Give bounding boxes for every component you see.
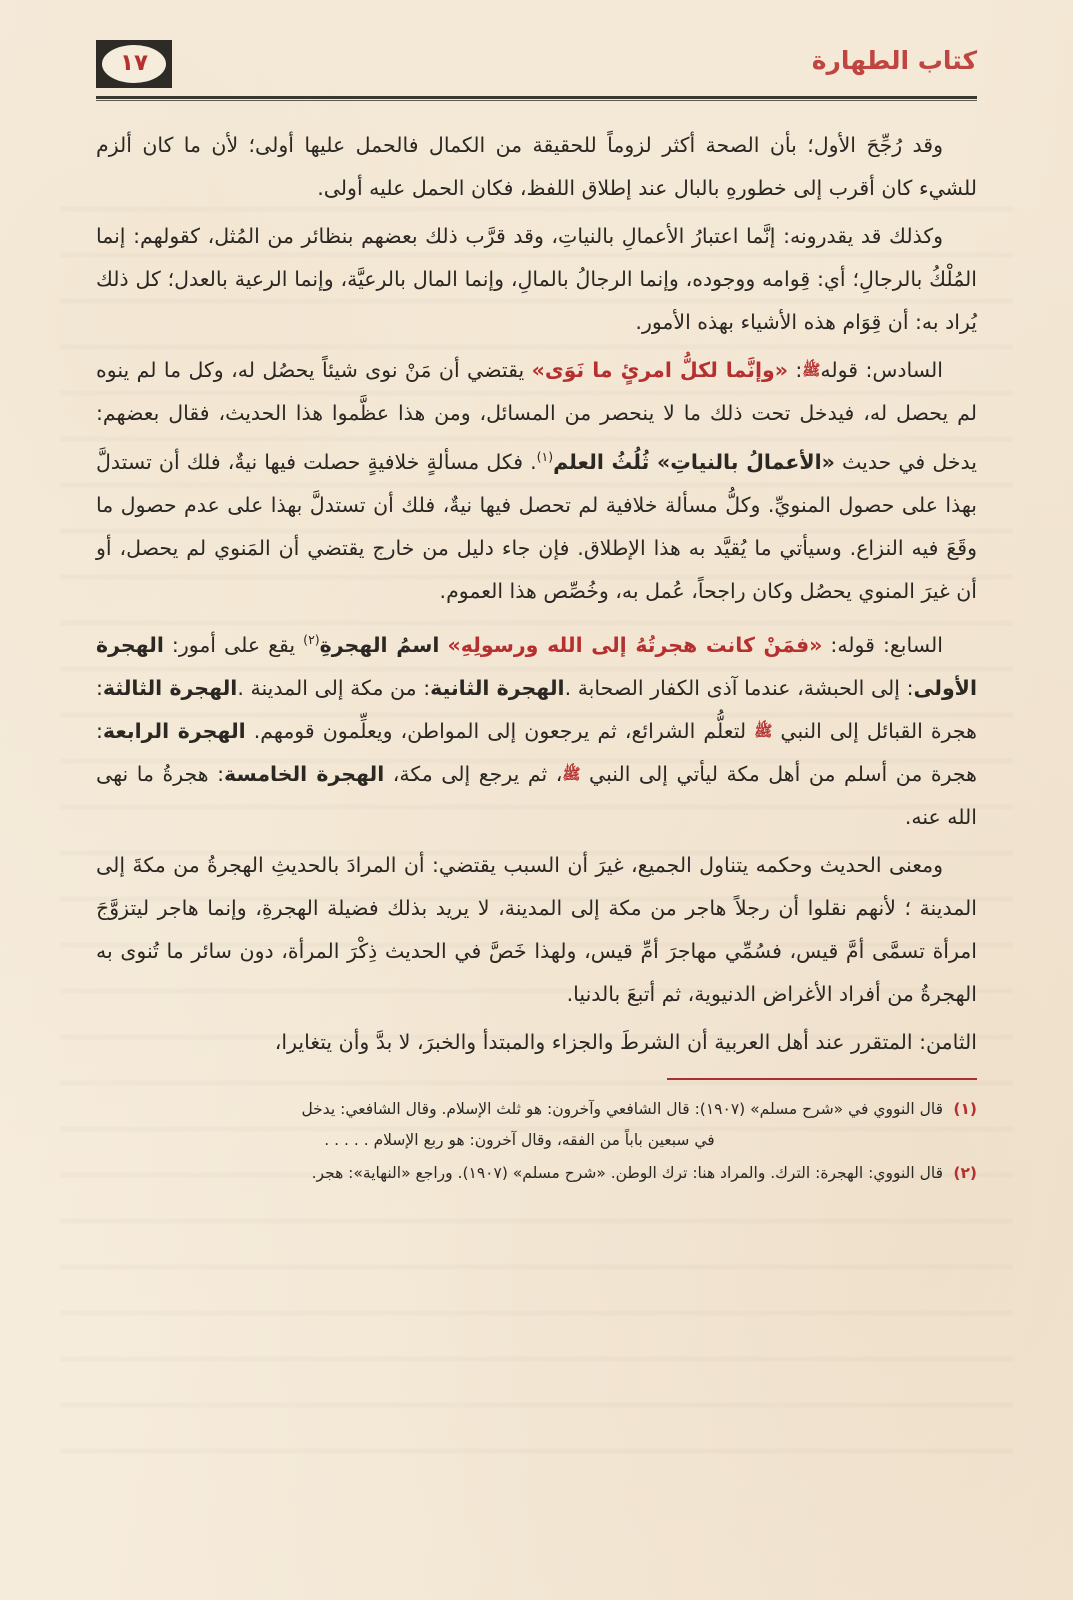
- hijra-first-label: الهجرة الأولى: [96, 632, 977, 700]
- seventh-intro: يقع على أمور:: [171, 632, 296, 657]
- paragraph-1: وقد رُجِّحَ الأول؛ بأن الصحة أكثر لزوماً للحقيقة من الكمال فالحمل عليها أولى؛ لأن ما كان ألزم للشيء كان أقرب إلى خطورهِ بالبال عند إطلاق اللفظ، فكان الحمل عليه أولى.: [96, 133, 977, 200]
- paragraph-2: وكذلك قد يقدرونه: إنَّما اعتبارُ الأعمالِ بالنياتِ، وقد قرَّب ذلك بعضهم بنظائر من المُثل، كقولهم: إنما المُلْكُ بالرجالِ؛ أي: قِوامه ووجوده، وإنما الرجالُ بالمالِ، وإنما المال بالرعيَّة، وإنما الرعية بالعدل؛ كل ذلك يُراد به: أن قِوَام هذه الأشياء بهذه الأمور.: [96, 224, 977, 334]
- hijra-first-text: : إلى الحبشة، عندما آذى الكفار الصحابة .: [564, 675, 914, 700]
- header-rule: [96, 96, 977, 101]
- salla-allahu-alayhi-wasallam-icon: ﷺ: [754, 721, 773, 740]
- hijra-third-text: : هجرة القبائل إلى النبي: [96, 675, 977, 743]
- hijra-second-label: الهجرة الثانية: [430, 675, 565, 700]
- hijra-fourth-label: الهجرة الرابعة: [102, 718, 246, 743]
- body-text: [96, 124, 977, 1064]
- hijra-third-text-b: لتعلُّم الشرائع، ثم يرجعون إلى المواطن، ويعلِّمون قومهم.: [253, 718, 747, 743]
- footnote-1-line-2: في سبعين باباً من الفقه، وقال آخرون: هو ربع الإسلام . . . . .: [324, 1131, 715, 1150]
- footnote-1: [96, 1094, 977, 1156]
- book-title: كتاب الطهارة: [811, 46, 977, 75]
- salla-allahu-alayhi-wasallam-icon: ﷺ: [802, 361, 821, 379]
- page-number-oval: [102, 45, 166, 83]
- sixth-colon: :: [795, 358, 803, 382]
- hijra-fourth-text: : هجرة من أسلم من أهل مكة ليأتي إلى النبي: [96, 718, 977, 786]
- paragraph-seventh: [96, 618, 977, 839]
- header-rule-thin: [96, 100, 977, 101]
- footnote-1-marker: (١): [953, 1100, 977, 1119]
- hijra-fifth-text: : هجرةُ ما نهى الله عنه.: [96, 761, 977, 829]
- paragraph-eighth: الثامن: المتقرر عند أهل العربية أن الشرطَ والجزاء والمبتدأ والخبرَ، لا بدَّ وأن يتغايرا،: [274, 1029, 977, 1054]
- hijra-third-label: الهجرة الثالثة: [102, 675, 238, 700]
- footnote-1-line-1: قال النووي في «شرح مسلم» (١٩٠٧): قال الشافعي وآخرون: هو ثلث الإسلام. وقال الشافعي: يدخل: [301, 1100, 943, 1119]
- hadith-quote-1: «وإنَّما لكلُّ امرئٍ ما نَوَى»: [531, 358, 788, 382]
- footnote-2-marker: (٢): [953, 1164, 977, 1183]
- hadith-quote-2: «الأعمالُ بالنياتِ» ثُلُثُ العلم: [553, 449, 835, 474]
- footnotes: [96, 1094, 977, 1189]
- page-header: [96, 36, 977, 102]
- footnote-2: [96, 1158, 977, 1189]
- footnote-ref-1[interactable]: (١): [536, 449, 554, 464]
- hijra-fifth-label: الهجرة الخامسة: [224, 761, 385, 786]
- paragraph-sixth: [96, 349, 977, 613]
- footnote-separator: [667, 1078, 977, 1080]
- sixth-label: السادس: قوله: [820, 358, 943, 382]
- hijra-fourth-text-b: ، ثم يرجع إلى مكة،: [392, 761, 563, 786]
- hijra-term: اسمُ الهجرةِ: [319, 632, 440, 657]
- hijra-second-text: : من مكة إلى المدينة .: [237, 675, 431, 700]
- header-rule-thick: [96, 96, 977, 99]
- sixth-body: يقتضي أن مَنْ نوى شيئاً يحصُل له، وكل ما لم ينوه لم يحصل له، فيدخل تحت ذلك ما لا ينحصر من المسائل، ومن هذا عظَّموا هذا الحديث، فقال بعضهم: يدخل في حديث: [96, 358, 977, 474]
- paragraph-hadith-meaning: ومعنى الحديث وحكمه يتناول الجميع، غيرَ أن السبب يقتضي: أن المرادَ بالحديثِ الهجرةُ من مكةَ إلى المدينة ؛ لأنهم نقلوا أن رجلاً هاجر من مكة إلى المدينة، لا يريد بذلك فضيلة الهجرةِ، وإنما هاجر ليتزوَّجَ امرأة تسمَّى أمَّ قيس، فسُمِّي مهاجرَ أمِّ قيس، ولهذا خَصَّ في الحديث ذِكْرَ المرأة، دون سائر ما تُنوى به الهجرةُ من أفراد الأغراض الدنيوية، ثم أتبعَ بالدنيا.: [96, 852, 977, 1006]
- hadith-quote-3: «فمَنْ كانت هجرتُهُ إلى الله ورسولِهِ»: [447, 632, 823, 657]
- footnote-ref-2[interactable]: (٢): [303, 631, 320, 647]
- seventh-label: السابع: قوله:: [830, 632, 943, 657]
- page-number-frame: [96, 40, 172, 88]
- salla-allahu-alayhi-wasallam-icon: ﷺ: [562, 764, 581, 783]
- sixth-tail: . فكل مسألةٍ خلافيةٍ حصلت فيها نيةٌ، فلك أن تستدلَّ بهذا على حصول المنويِّ. وكلُّ مسألة خلافية لم تحصل فيها نيةٌ، فلك أن تستدلَّ بهذا على عدم حصول ما وقَعَ فيه النزاع. وسيأتي ما يُقيَّد به هذا الإطلاق. فإن جاء دليل من خارج يقتضي أن المَنوي لم يحصل، أو أن غيرَ المنوي يحصُل وكان راجحاً، عُمل به، وخُصِّص هذا العموم.: [96, 449, 977, 603]
- page-number: ١٧: [119, 49, 149, 76]
- footnote-2-line-1: قال النووي: الهجرة: الترك. والمراد هنا: ترك الوطن. «شرح مسلم» (١٩٠٧). وراجع «النهاية»: هجر.: [311, 1164, 943, 1183]
- page-content: [96, 36, 977, 1576]
